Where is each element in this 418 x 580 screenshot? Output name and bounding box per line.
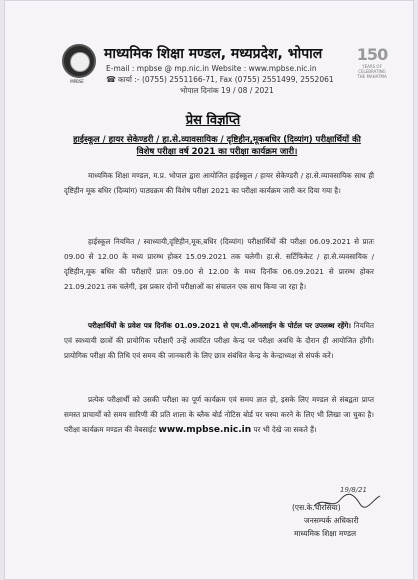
signatory-org: माध्यमिक शिक्षा मण्डल [294,529,357,538]
press-release-title [4,110,418,128]
press-release-title-text: प्रेस विज्ञप्ति [185,113,241,128]
phone-fax-text: कार्या :- (0755) 2551166-71, Fax (0755) 2551499, 2552061 [117,75,334,84]
seal-emblem-icon [70,52,90,72]
paragraph-4-end: पर भी देखे जा सकते हैं। [251,425,317,434]
admit-card-notice: परीक्षार्थियों के प्रवेश पत्र दिनॉक 01.09.2021 से एम.पी.ऑनलाईन के पोर्टल पर उपलब्ध रहेंगे। [88,321,351,330]
paragraph-4-text: प्रत्येक परीक्षार्थी को उसकी परीक्षा का पूर्ण कार्यक्रम एवं समय ज्ञात हो, इसके लिए मण्डल से संबद्वता प्राप्त समस्त प्राचार्यों को समय सारिणी की प्रति शाला के ब्लैक बोर्ड नोटिस बोर्ड पर चस्पा करने के लिए भी लिखा जा चुका है। परीक्षा कार्यक्रम मण्डल की वेबसाईट [64,395,374,434]
subject-heading: हाईस्कूल / हायर सेकेण्डरी / हा.से.व्यावसायिक / दृष्टिहीन,मूकबधिर (दिव्यांग) परीक्षार्थियों की विशेष परीक्षा वर्ष 2021 का परीक्षा कार्यक्रम जारी। [73,135,361,157]
signatory-title: जनसम्पर्क अधिकारी [304,516,359,525]
website-link: www.mpbse.nic.in [158,425,252,435]
paragraph-2: हाईस्कूल नियमित / स्वाध्यायी,दृष्टिहीन,मूक,बधिर (दिव्यांग) परीक्षार्थियों की परीक्षा 06.09.2021 से प्रातः 09.00 से 12.00 के मध्य प्रारम्भ होकर 15.09.2021 तक चलेगी। हा.से. सर्टिफिकेट / हा.से.व्यवसायिक / दृष्टिहीन,मूक बधिर की परीक्षाऐं प्रातः 09.00 से 12.00 के मध्य दिनॉक 06.09.2021 से प्रारम्भ होकर 21.09.2021 तक चलेगी, इस प्रकार दोनों परीक्षाओं का संचालन एक साथ किया जा रहा है। [64,237,374,291]
date-line: भोपाल दिनांक 19 / 08 / 2021 [180,86,274,95]
document-page [4,0,414,580]
email-website-line: E-mail : mpbse @ mp.nic.in Website : www.mpbse.nic.in [106,64,317,73]
paragraph-1: माध्यमिक शिक्षा मण्डल, म.प्र. भोपाल द्वारा आयोजित हाईस्कूल / हायर सेकेण्डरी / हा.से.व्यावसायिक साथ ही दृष्टिहीन मूक बधिर (दिव्यांग) पाठ्यक्रम की विशेष परीक्षा 2021 का परीक्षा कार्यक्रम जारी कर दिया गया है। [64,171,374,195]
anniversary-text: YEARS OF CELEBRATING THE MAHATMA [357,64,387,79]
signature-date: 19/8/21 [340,486,367,494]
signatory-name: (एस.के.चौरसिया) [292,503,341,512]
board-seal-logo [62,44,96,78]
anniversary-logo [354,46,390,84]
anniversary-number: 150 [356,45,388,64]
telephone-icon: ☎ [106,75,116,84]
seal-label: MPBSE [70,79,84,84]
paragraph-4 [64,392,374,438]
paragraph-3-rest: नियमित एवं स्वध्यायी छात्रों की प्रायोगिक परीक्षाएँ उन्हें आवंटित परीक्षा केन्द्र पर परीक्षा अवधि के दौरान ही आयोजित होंगी। प्रायोगिक परीक्षा की तिथि एवं समय की जानकारी के लिए छात्र संबंधित केन्द्र के केन्द्राध्यक्ष से संपर्क करें। [64,321,375,360]
phone-fax-line [106,75,334,85]
org-name: माध्यमिक शिक्षा मण्डल, मध्यप्रदेश, भोपाल [104,46,323,62]
paragraph-3 [64,318,374,363]
